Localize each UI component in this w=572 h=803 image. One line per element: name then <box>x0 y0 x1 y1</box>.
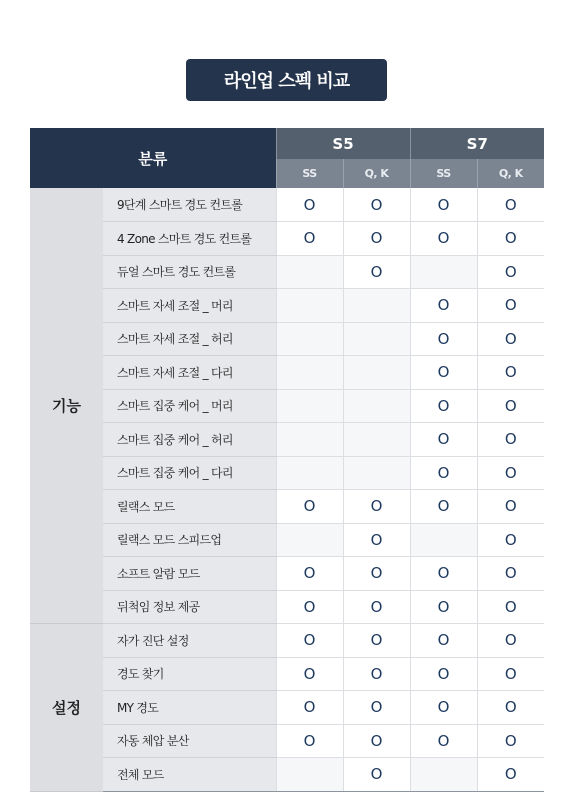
supported-mark: O <box>477 389 544 423</box>
table-row <box>30 255 544 289</box>
supported-mark: O <box>343 557 410 591</box>
table-row <box>30 724 544 758</box>
supported-mark: O <box>276 188 343 222</box>
feature-label: 스마트 집중 케어 _ 머리 <box>103 389 276 423</box>
supported-mark: O <box>477 423 544 457</box>
sub-header-s5-ss: SS <box>276 159 343 188</box>
table-row <box>30 423 544 457</box>
supported-mark: O <box>343 188 410 222</box>
table-row <box>30 222 544 256</box>
supported-mark: O <box>410 289 477 323</box>
feature-label: 4 Zone 스마트 경도 컨트롤 <box>103 222 276 256</box>
page-title: 라인업 스펙 비교 <box>186 59 387 101</box>
supported-mark: O <box>477 624 544 658</box>
supported-mark: O <box>410 356 477 390</box>
supported-mark: O <box>410 691 477 725</box>
empty-cell <box>276 523 343 557</box>
supported-mark: O <box>343 255 410 289</box>
supported-mark: O <box>410 456 477 490</box>
supported-mark: O <box>477 255 544 289</box>
feature-label: 스마트 자세 조절 _ 다리 <box>103 356 276 390</box>
feature-label: 듀얼 스마트 경도 컨트롤 <box>103 255 276 289</box>
empty-cell <box>410 523 477 557</box>
supported-mark: O <box>343 724 410 758</box>
feature-label: 스마트 자세 조절 _ 머리 <box>103 289 276 323</box>
feature-label: 뒤척임 정보 제공 <box>103 590 276 624</box>
supported-mark: O <box>477 523 544 557</box>
spec-table-body <box>30 188 544 791</box>
supported-mark: O <box>477 758 544 792</box>
supported-mark: O <box>276 624 343 658</box>
empty-cell <box>343 456 410 490</box>
supported-mark: O <box>343 657 410 691</box>
supported-mark: O <box>276 590 343 624</box>
supported-mark: O <box>410 188 477 222</box>
table-row <box>30 490 544 524</box>
category-cell: 설정 <box>30 624 103 792</box>
empty-cell <box>343 289 410 323</box>
supported-mark: O <box>477 590 544 624</box>
table-row <box>30 356 544 390</box>
supported-mark: O <box>477 188 544 222</box>
supported-mark: O <box>343 222 410 256</box>
table-row <box>30 523 544 557</box>
table-row <box>30 691 544 725</box>
supported-mark: O <box>410 389 477 423</box>
feature-label: 전체 모드 <box>103 758 276 792</box>
sub-header-s5-qk: Q, K <box>343 159 410 188</box>
table-row <box>30 289 544 323</box>
model-header-s7: S7 <box>410 128 544 159</box>
empty-cell <box>276 423 343 457</box>
supported-mark: O <box>477 222 544 256</box>
supported-mark: O <box>410 423 477 457</box>
supported-mark: O <box>343 490 410 524</box>
supported-mark: O <box>343 590 410 624</box>
empty-cell <box>343 389 410 423</box>
empty-cell <box>276 456 343 490</box>
feature-label: 자동 체압 분산 <box>103 724 276 758</box>
sub-header-s7-ss: SS <box>410 159 477 188</box>
table-row <box>30 590 544 624</box>
empty-cell <box>276 758 343 792</box>
supported-mark: O <box>477 657 544 691</box>
spec-comparison-table <box>30 128 544 792</box>
empty-cell <box>276 389 343 423</box>
supported-mark: O <box>477 691 544 725</box>
supported-mark: O <box>410 624 477 658</box>
supported-mark: O <box>343 758 410 792</box>
feature-label: 9단계 스마트 경도 컨트롤 <box>103 188 276 222</box>
sub-header-s7-qk: Q, K <box>477 159 544 188</box>
feature-label: 경도 찾기 <box>103 657 276 691</box>
supported-mark: O <box>477 356 544 390</box>
feature-label: 소프트 알람 모드 <box>103 557 276 591</box>
empty-cell <box>343 356 410 390</box>
supported-mark: O <box>343 691 410 725</box>
supported-mark: O <box>410 657 477 691</box>
feature-label: 스마트 집중 케어 _ 허리 <box>103 423 276 457</box>
feature-label: 릴랙스 모드 <box>103 490 276 524</box>
empty-cell <box>276 322 343 356</box>
table-row <box>30 188 544 222</box>
empty-cell <box>410 758 477 792</box>
model-header-s5: S5 <box>276 128 410 159</box>
table-row <box>30 657 544 691</box>
feature-label: MY 경도 <box>103 691 276 725</box>
table-row <box>30 456 544 490</box>
supported-mark: O <box>276 490 343 524</box>
supported-mark: O <box>477 724 544 758</box>
empty-cell <box>276 356 343 390</box>
supported-mark: O <box>276 222 343 256</box>
supported-mark: O <box>410 724 477 758</box>
supported-mark: O <box>276 657 343 691</box>
category-header: 분류 <box>30 128 276 188</box>
supported-mark: O <box>477 289 544 323</box>
supported-mark: O <box>276 557 343 591</box>
supported-mark: O <box>410 557 477 591</box>
table-row <box>30 758 544 792</box>
table-row <box>30 624 544 658</box>
supported-mark: O <box>343 624 410 658</box>
empty-cell <box>276 255 343 289</box>
supported-mark: O <box>410 590 477 624</box>
category-cell: 기능 <box>30 188 103 624</box>
supported-mark: O <box>477 490 544 524</box>
empty-cell <box>343 322 410 356</box>
empty-cell <box>410 255 477 289</box>
supported-mark: O <box>410 490 477 524</box>
table-row <box>30 557 544 591</box>
empty-cell <box>343 423 410 457</box>
table-row <box>30 389 544 423</box>
supported-mark: O <box>343 523 410 557</box>
supported-mark: O <box>276 724 343 758</box>
supported-mark: O <box>276 691 343 725</box>
supported-mark: O <box>477 322 544 356</box>
feature-label: 스마트 집중 케어 _ 다리 <box>103 456 276 490</box>
feature-label: 스마트 자세 조절 _ 허리 <box>103 322 276 356</box>
supported-mark: O <box>477 456 544 490</box>
feature-label: 자가 진단 설정 <box>103 624 276 658</box>
empty-cell <box>276 289 343 323</box>
feature-label: 릴랙스 모드 스피드업 <box>103 523 276 557</box>
supported-mark: O <box>410 322 477 356</box>
supported-mark: O <box>410 222 477 256</box>
supported-mark: O <box>477 557 544 591</box>
table-row <box>30 322 544 356</box>
